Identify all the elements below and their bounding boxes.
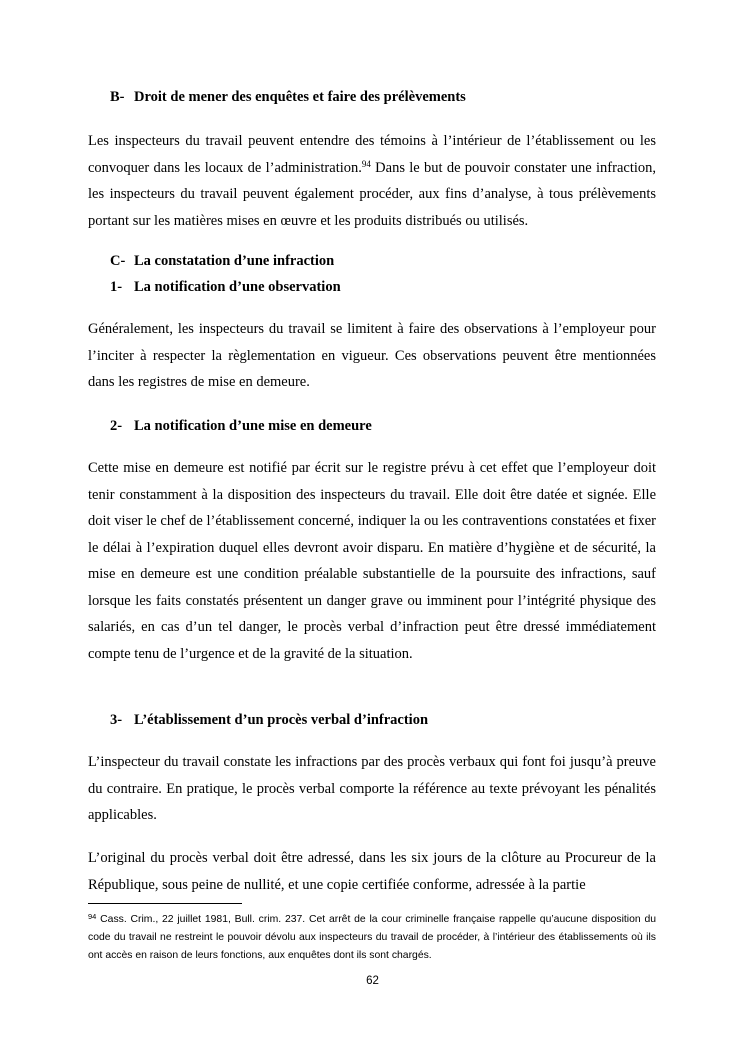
footnote-separator [88,903,242,904]
paragraph-text: Dans le but de pouvoir constater une infraction, les inspecteurs du travail peuvent également procéder, aux fins d’analyse, à tous prélèvements portant sur les matières mises en œuvre et les produits distribués ou utilisés. [88,159,656,229]
paragraph-investigations [88,128,656,234]
paragraph-mise-en-demeure: Cette mise en demeure est notifié par écrit sur le registre prévu à cet effet que l’employeur doit tenir constamment à la disposition des inspecteurs du travail. Elle doit être datée et signée. Elle doit viser le chef de l’établissement concerné, indiquer la ou les contraventions constatées et fixer le délai à l’expiration duquel elles devront avoir disparu. En matière d’hygiène et de sécurité, la mise en demeure est une condition préalable substantielle de la poursuite des infractions, sauf lorsque les faits constatés présentent un danger grave ou imminent pour l’intégrité physique des salariés, en cas d’un tel danger, le procès verbal d’infraction peut être dressé immédiatement compte tenu de l’urgence et de la gravité de la situation. [88,460,656,662]
section-number: B- [110,89,125,105]
section-number: 3- [110,712,123,728]
paragraph-text: Les inspecteurs du travail peuvent entendre des témoins à l’intérieur de l’établissement ou les convoquer dans les locaux de l’administration. [88,133,656,176]
paragraph-observation: Généralement, les inspecteurs du travail se limitent à faire des observations à l’employeur pour l’inciter à respecter la règlementation en vigueur. Ces observations peuvent être mentionnées dans les registres de mise en demeure. [88,321,656,390]
section-heading-c2 [110,416,372,436]
paragraph-proces-verbal: L’inspecteur du travail constate les infractions par des procès verbaux qui font foi jusqu’à preuve du contraire. En pratique, le procès verbal comporte la référence au texte prévoyant les pénalités applicables. [88,754,656,823]
section-heading-c3 [110,710,428,730]
paragraph-original-pv: L’original du procès verbal doit être adressé, dans les six jours de la clôture au Procureur de la République, sous peine de nullité, et une copie certifiée conforme, adressée à la partie [88,850,656,893]
section-title: L’établissement d’un procès verbal d’infraction [134,712,429,728]
section-number: 1- [110,279,123,295]
section-title: La notification d’une mise en demeure [134,418,372,434]
page-number: 62 [366,975,379,987]
footnote-reference[interactable]: 94 [361,158,371,169]
section-heading-b [110,87,466,107]
section-number: 2- [110,418,123,434]
section-heading-c [110,251,334,271]
section-number: C- [110,253,126,269]
section-title: Droit de mener des enquêtes et faire des prélèvements [134,89,466,105]
footnote-marker: 94 [88,912,97,921]
section-heading-c1 [110,277,341,297]
footnote [88,911,656,965]
section-title: La notification d’une observation [134,279,341,295]
section-title: La constatation d’une infraction [134,253,335,269]
footnote-text: Cass. Crim., 22 juillet 1981, Bull. crim. 237. Cet arrêt de la cour criminelle française rappelle qu’aucune disposition du code du travail ne restreint le pouvoir dévolu aux inspecteurs du travail de procéder, à l’intérieur des établissements où ils ont accès en raison de leurs fonctions, aux enquêtes dont ils sont chargés. [88,914,657,961]
